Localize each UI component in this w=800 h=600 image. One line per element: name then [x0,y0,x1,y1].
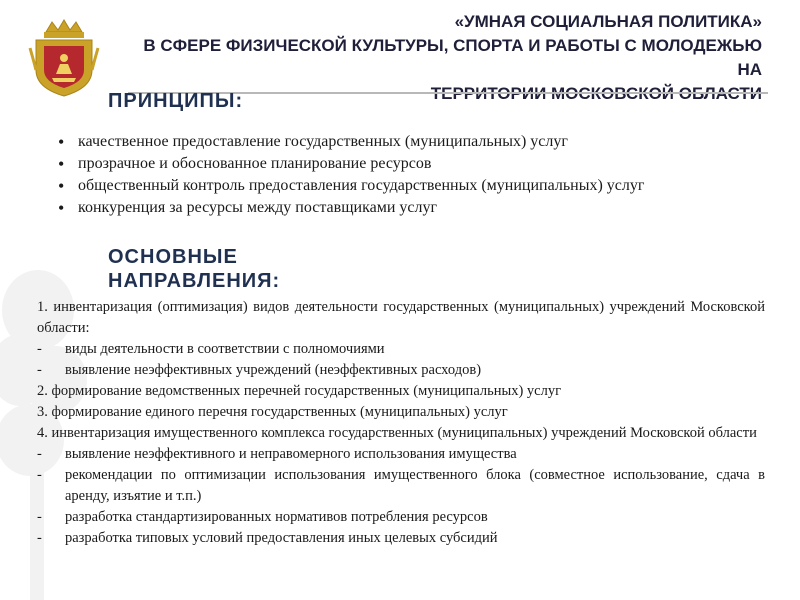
list-item: • общественный контроль предоставления государственных (муниципальных) услуг [58,175,758,197]
header-title: «УМНАЯ СОЦИАЛЬНАЯ ПОЛИТИКА» [454,12,762,31]
direction-subitem [37,507,765,528]
direction-subitem-text: выявление неэффективного и неправомерного использования имущества [65,446,517,462]
dash-marker: - [37,467,42,483]
direction-item-3: 3. формирование единого перечня государственных (муниципальных) услуг [37,404,508,420]
direction-subitem-text: разработка стандартизированных нормативов потребления ресурсов [65,509,488,525]
dash-marker: - [37,446,42,462]
list-item: • конкуренция за ресурсы между поставщиками услуг [58,197,758,219]
direction-subitem [37,360,765,381]
direction-subitem-text: виды деятельности в соответствии с полномочиями [65,341,385,357]
directions-list [37,297,765,549]
list-item: • прозрачное и обоснованное планирование ресурсов [58,153,758,175]
header-subtitle-line1: В СФЕРЕ ФИЗИЧЕСКОЙ КУЛЬТУРЫ, СПОРТА И РАБОТЫ С МОЛОДЕЖЬЮ НА [143,36,762,79]
directions-heading: ОСНОВНЫЕ НАПРАВЛЕНИЯ: [108,246,281,292]
moscow-region-coat-of-arms-icon [28,18,100,98]
direction-subitem [37,528,765,549]
dash-marker: - [37,509,42,525]
direction-item-4: 4. инвентаризация имущественного комплекса государственных (муниципальных) учреждений Московской области [37,425,757,441]
list-item: • качественное предоставление государственных (муниципальных) услуг [58,131,758,153]
dash-marker: - [37,341,42,357]
dash-marker: - [37,530,42,546]
direction-subitem-text: выявление неэффективных учреждений (неэффективных расходов) [65,362,482,378]
direction-item-2: 2. формирование ведомственных перечней государственных (муниципальных) услуг [37,383,562,399]
direction-subitem [37,465,765,507]
direction-subitem-text: разработка типовых условий предоставления иных целевых субсидий [65,530,498,546]
principles-heading: ПРИНЦИПЫ: [108,90,244,112]
principles-list [58,131,758,219]
direction-subitem [37,339,765,360]
direction-subitem-text: рекомендации по оптимизации использования имущественного блока (совместное использование, сдача в аренду, изъятие и т.п.) [65,467,765,504]
direction-item-1: 1. инвентаризация (оптимизация) видов деятельности государственных (муниципальных) учреждений Московской области: [37,299,765,336]
dash-marker: - [37,362,42,378]
direction-subitem [37,444,765,465]
